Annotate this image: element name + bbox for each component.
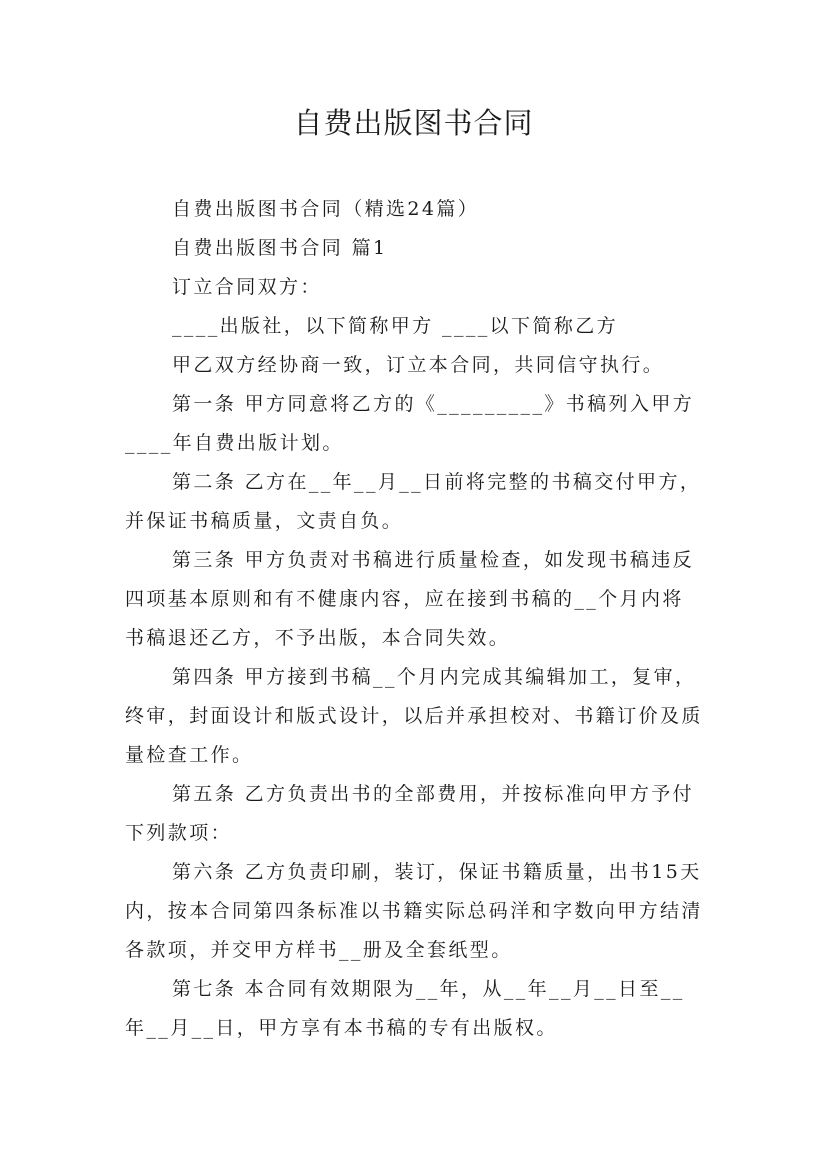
paragraph-article-4: 第四条 甲方接到书稿__个月内完成其编辑加工，复审，终审，封面设计和版式设计，以后并承担校对、书籍订价及质量检查工作。 [125, 666, 703, 766]
document-body [125, 190, 703, 1048]
paragraph-article-1: 第一条 甲方同意将乙方的《_________》书稿列入甲方____年自费出版计划。 [125, 393, 695, 454]
paragraph-agreement: 甲乙双方经协商一致，订立本合同，共同信守执行。 [172, 354, 665, 376]
paragraph-article-2: 第二条 乙方在__年__月__日前将完整的书稿交付甲方，并保证书稿质量，文责自负。 [125, 471, 702, 532]
paragraph-section-heading: 自费出版图书合同 篇1 [172, 237, 388, 259]
paragraph-article-7: 第七条 本合同有效期限为__年，从__年__月__日至__年__月__日，甲方享有本书稿的专有出版权。 [125, 978, 685, 1039]
paragraph-parties-label: 订立合同双方： [172, 276, 322, 298]
paragraph-subtitle: 自费出版图书合同（精选24篇） [172, 198, 480, 220]
paragraph-article-6: 第六条 乙方负责印刷，装订，保证书籍质量，出书15天内，按本合同第四条标准以书籍实际总码洋和字数向甲方结清各款项，并交甲方样书__册及全套纸型。 [125, 861, 703, 961]
paragraph-article-3: 第三条 甲方负责对书稿进行质量检查，如发现书稿违反四项基本原则和有不健康内容，应在接到书稿的__个月内将书稿退还乙方，不予出版，本合同失效。 [125, 549, 695, 649]
paragraph-article-5: 第五条 乙方负责出书的全部费用，并按标准向甲方予付下列款项： [125, 783, 695, 844]
document-title: 自费出版图书合同 [293, 106, 534, 140]
paragraph-parties: ____出版社，以下简称甲方 ____以下简称乙方 [172, 315, 619, 337]
